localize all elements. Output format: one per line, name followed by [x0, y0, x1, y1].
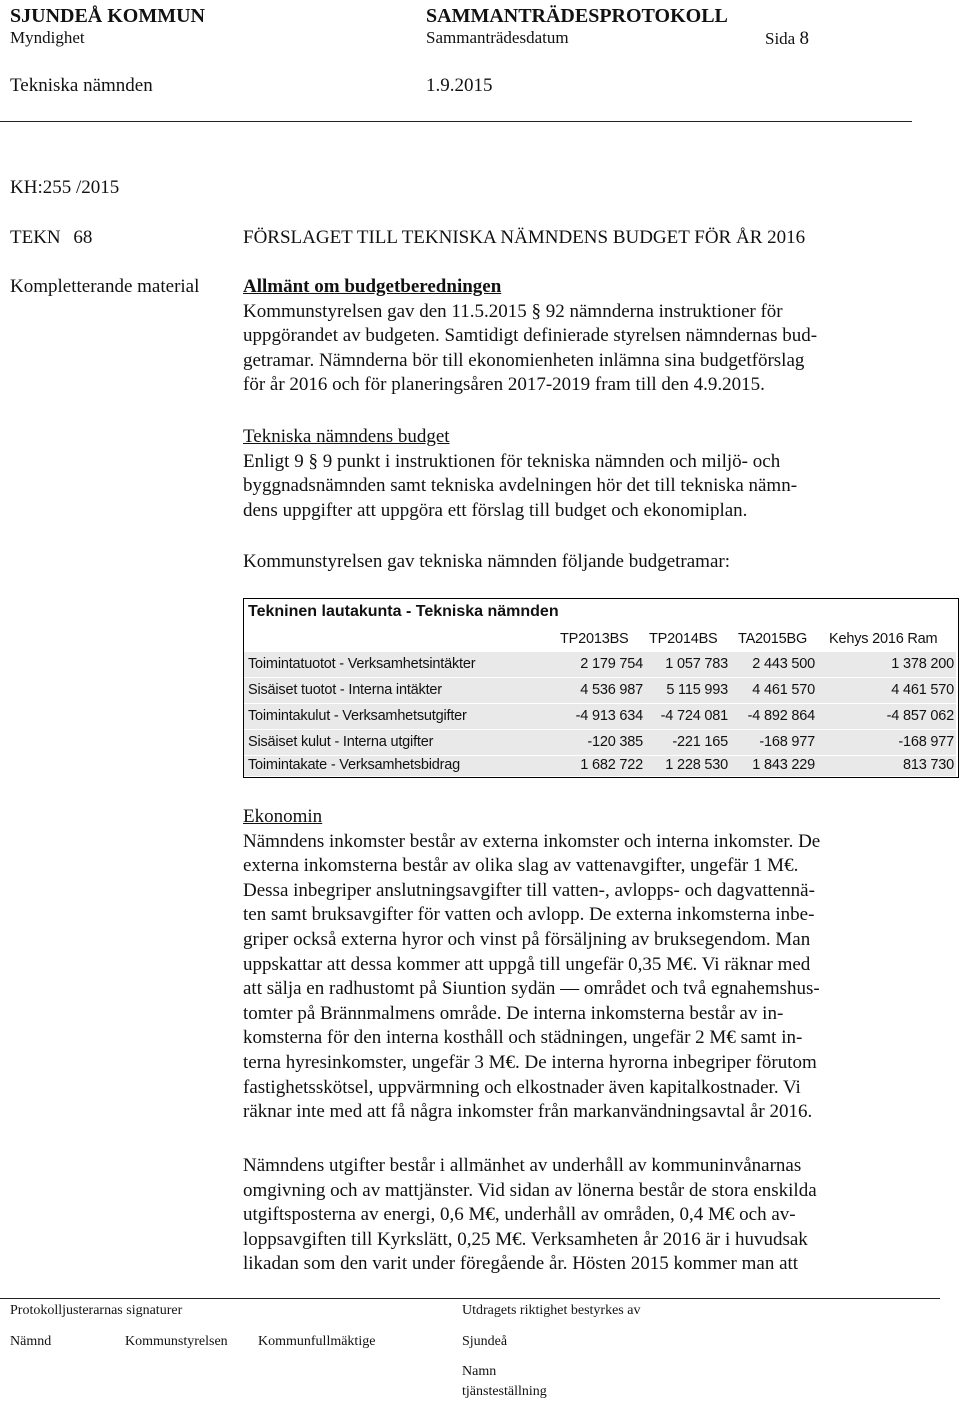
- budget-intro: Kommunstyrelsen gav tekniska nämnden följande budgetramar:: [243, 551, 731, 572]
- row-label: Sisäiset kulut - Interna utgifter: [248, 734, 434, 750]
- footer-place: Sjundeå: [462, 1334, 508, 1349]
- text-line: Nämndens utgifter består i allmänhet av underhåll av kommuninvånarnas: [243, 1155, 802, 1176]
- column-header: Kehys 2016 Ram: [829, 631, 938, 647]
- tekn-reference: [10, 226, 92, 251]
- table-cell: 4 536 987: [580, 682, 643, 698]
- table-row: [244, 704, 956, 730]
- column-header: TP2014BS: [649, 631, 718, 647]
- column-header: TA2015BG: [738, 631, 808, 647]
- text-line: byggnadsnämnden samt tekniska avdelningen hör det till tekniska nämn-: [243, 475, 798, 497]
- tekn-number: 68: [73, 227, 93, 248]
- text-line: Enligt 9 § 9 punkt i instruktionen för tekniska nämnden och miljö- och: [243, 450, 781, 472]
- text-line: räknar inte med att få några inkomster från markanvändningsavtal år 2016.: [243, 1101, 813, 1123]
- table-cell: -4 724 081: [660, 708, 728, 724]
- header-divider: [0, 121, 912, 122]
- text-line: getramar. Nämnderna bör till ekonomienheten inlämna sina budgetförslag: [243, 349, 805, 371]
- table-cell: -168 977: [898, 734, 954, 750]
- footer-position-label: tjänsteställning: [462, 1384, 547, 1399]
- section-economy-expenses: [243, 1154, 903, 1277]
- text-line: uppskattar att dessa kommer att uppgå till ungefär 0,35 M€. Vi räknar med: [243, 953, 811, 975]
- table-cell: -221 165: [672, 734, 728, 750]
- table-cell: 1 843 229: [752, 757, 815, 773]
- text-line: tomter på Brännmalmens område. De interna inkomsterna består av in-: [243, 1002, 784, 1024]
- row-label: Toimintakulut - Verksamhetsutgifter: [248, 708, 467, 724]
- text-line: dens uppgifter att uppgöra ett förslag till budget och ekonomiplan.: [243, 499, 748, 521]
- section-heading: Ekonomin: [243, 806, 323, 827]
- page-number: 8: [799, 28, 809, 49]
- table-cell: 2 443 500: [752, 656, 815, 672]
- section-heading: Tekniska nämndens budget: [243, 426, 450, 447]
- footer-col-council: Kommunfullmäktige: [258, 1334, 376, 1349]
- authority-label: Myndighet: [10, 28, 85, 47]
- text-line: terna hyresinkomster, ungefär 3 M€. De interna hyrorna inbegriper förutom: [243, 1051, 817, 1073]
- text-line: omgivning och av mattjänster. Vid sidan av lönerna består de stora enskilda: [243, 1179, 817, 1201]
- footer-col-board: Nämnd: [10, 1334, 52, 1349]
- authority-name: Tekniska nämnden: [10, 75, 153, 96]
- text-line: utgiftsposterna av energi, 0,6 M€, underhåll av områden, 0,4 M€ och av-: [243, 1204, 796, 1226]
- footer-divider: [0, 1298, 940, 1299]
- table-row: [244, 756, 956, 776]
- footer-col-executive: Kommunstyrelsen: [125, 1334, 228, 1349]
- section-heading: Allmänt om budgetberedningen: [243, 276, 502, 297]
- page-indicator: [765, 28, 809, 50]
- text-line: ten samt bruksavgifter för vatten och avlopp. De externa inkomsterna inbe-: [243, 904, 815, 926]
- table-cell: 4 461 570: [891, 682, 954, 698]
- section-general: [243, 275, 903, 398]
- table-cell: 813 730: [902, 757, 954, 773]
- tekn-label: TEKN: [10, 227, 61, 248]
- text-line: för år 2016 och för planeringsåren 2017-2019 fram till den 4.9.2015.: [243, 374, 765, 396]
- case-title: FÖRSLAGET TILL TEKNISKA NÄMNDENS BUDGET FÖR ÅR 2016: [243, 227, 806, 248]
- org-name: SJUNDEÅ KOMMUN: [10, 5, 205, 27]
- budget-table: [243, 598, 959, 778]
- case-number: KH:255 /2015: [10, 177, 120, 198]
- meeting-date: 1.9.2015: [426, 75, 493, 96]
- footer-name-label: Namn: [462, 1364, 497, 1379]
- text-line: griper också externa hyror och vinst på försäljning av bruksegendom. Man: [243, 928, 811, 950]
- table-cell: 1 057 783: [665, 656, 728, 672]
- section-budget: [243, 425, 903, 523]
- table-cell: 2 179 754: [580, 656, 643, 672]
- margin-label: Kompletterande material: [10, 276, 200, 297]
- footer-signatures-title: Protokolljusterarnas signaturer: [10, 1303, 183, 1318]
- row-label: Toimintakate - Verksamhetsbidrag: [248, 757, 461, 773]
- table-row: [244, 652, 956, 678]
- row-label: Toimintatuotot - Verksamhetsintäkter: [248, 656, 476, 672]
- table-title: Tekninen lautakunta - Tekniska nämnden: [248, 603, 559, 620]
- text-line: att sälja en radhustomt på Siuntion sydän — området och två egnahemshus-: [243, 978, 820, 1000]
- column-header: TP2013BS: [560, 631, 629, 647]
- text-line: Dessa inbegriper anslutningsavgifter till vatten-, avlopps- och dagvattennä-: [243, 879, 815, 901]
- table-cell: -168 977: [759, 734, 815, 750]
- text-line: uppgörandet av budgeten. Samtidigt definierade styrelsen nämndernas bud-: [243, 325, 818, 347]
- table-cell: -4 857 062: [886, 708, 954, 724]
- table-cell: 1 228 530: [665, 757, 728, 773]
- table-row: [244, 678, 956, 704]
- table-cell: 5 115 993: [666, 682, 728, 698]
- text-line: Nämndens inkomster består av externa inkomster och interna inkomster. De: [243, 830, 821, 852]
- text-line: likadan som den varit under föregående år. Hösten 2015 kommer man att: [243, 1253, 799, 1275]
- table-cell: -120 385: [587, 734, 643, 750]
- table-cell: 1 682 722: [580, 757, 643, 773]
- text-line: loppsavgiften till Kyrkslätt, 0,25 M€. Verksamheten år 2016 är i huvudsak: [243, 1228, 808, 1250]
- section-economy: [243, 805, 903, 1125]
- document-type: SAMMANTRÄDESPROTOKOLL: [426, 5, 728, 27]
- meeting-date-label: Sammanträdesdatum: [426, 28, 569, 47]
- row-label: Sisäiset tuotot - Interna intäkter: [248, 682, 442, 698]
- table-row: [244, 730, 956, 756]
- footer-verification-title: Utdragets riktighet bestyrkes av: [462, 1303, 641, 1318]
- text-line: externa inkomsterna består av olika slag av vattenavgifter, ungefär 1 M€.: [243, 855, 799, 877]
- text-line: fastighetsskötsel, uppvärmning och elkostnader även kapitalkostnader. Vi: [243, 1076, 801, 1098]
- text-line: Kommunstyrelsen gav den 11.5.2015 § 92 nämnderna instruktioner för: [243, 300, 783, 322]
- table-cell: 1 378 200: [891, 656, 954, 672]
- table-cell: -4 913 634: [575, 708, 643, 724]
- page-label: Sida: [765, 29, 796, 48]
- table-cell: -4 892 864: [747, 708, 815, 724]
- text-line: komsterna för den interna kosthåll och städningen, ungefär 2 M€ samt in-: [243, 1027, 803, 1049]
- table-cell: 4 461 570: [752, 682, 815, 698]
